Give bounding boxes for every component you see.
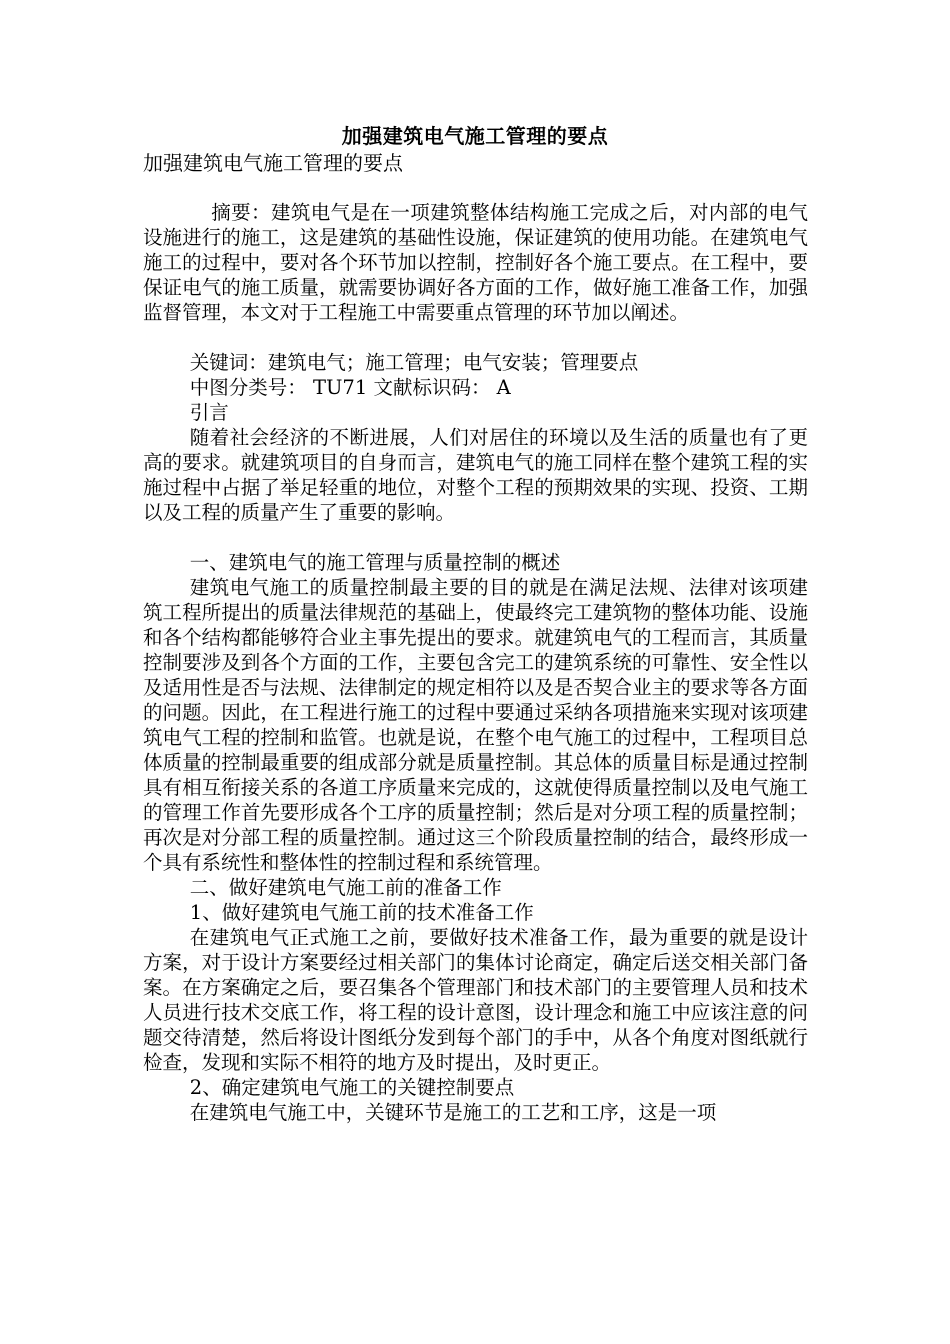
- section2-2-paragraph: 在建筑电气施工中，关键环节是施工的工艺和工序，这是一项: [189, 1101, 717, 1124]
- classification-line: 中图分类号： TU71 文献标识码： A: [189, 376, 511, 399]
- abstract-paragraph: 摘要：建筑电气是在一项建筑整体结构施工完成之后，对内部的电气设施进行的施工，这是建筑的基础性设施，保证建筑的使用功能。在建筑电气施工的过程中，要对各个环节加以控制，控制好各个施工要点。在工程中，要保证电气的施工质量，就需要协调好各方面的工作，做好施工准备工作，加强监督管理，本文对于工程施工中需要重点管理的环节加以阐述。: [143, 201, 808, 324]
- keywords-line: 关键词：建筑电气；施工管理；电气安装；管理要点: [189, 351, 639, 374]
- section1-heading: 一、建筑电气的施工管理与质量控制的概述: [189, 551, 561, 574]
- section2-1-paragraph: 在建筑电气正式施工之前，要做好技术准备工作，最为重要的就是设计方案，对于设计方案要经过相关部门的集体讨论商定，确定后送交相关部门备案。在方案确定之后，要召集各个管理部门和技术部门的主要管理人员和技术人员进行技术交底工作，将工程的设计意图，设计理念和施工中应该注意的问题交待清楚，然后将设计图纸分发到每个部门的手中，从各个角度对图纸就行检查，发现和实际不相符的地方及时提出，及时更正。: [143, 926, 808, 1074]
- section2-2-heading: 2、确定建筑电气施工的关键控制要点: [189, 1076, 515, 1099]
- intro-heading: 引言: [189, 401, 229, 424]
- document-title: 加强建筑电气施工管理的要点: [341, 124, 609, 148]
- document-body: [143, 200, 808, 1125]
- section2-heading: 二、做好建筑电气施工前的准备工作: [189, 876, 502, 899]
- section1-paragraph: 建筑电气施工的质量控制最主要的目的就是在满足法规、法律对该项建筑工程所提出的质量法律规范的基础上，使最终完工建筑物的整体功能、设施和各个结构都能够符合业主事先提出的要求。就建筑电气的工程而言，其质量控制要涉及到各个方面的工作，主要包含完工的建筑系统的可靠性、安全性以及适用性是否与法规、法律制定的规定相符以及是否契合业主的要求等各方面的问题。因此，在工程进行施工的过程中要通过采纳各项措施来实现对该项建筑电气工程的控制和监管。也就是说，在整个电气施工的过程中，工程项目总体质量的控制最重要的组成部分就是质量控制。其总体的质量目标是通过控制具有相互衔接关系的各道工序质量来完成的，这就使得质量控制以及电气施工的管理工作首先要形成各个工序的质量控制；然后是对分项工程的质量控制；再次是对分部工程的质量控制。通过这三个阶段质量控制的结合，最终形成一个具有系统性和整体性的控制过程和系统管理。: [143, 576, 808, 874]
- section2-1-heading: 1、做好建筑电气施工前的技术准备工作: [189, 901, 534, 924]
- document-subtitle: 加强建筑电气施工管理的要点: [143, 151, 403, 175]
- intro-paragraph: 随着社会经济的不断进展，人们对居住的环境以及生活的质量也有了更高的要求。就建筑项目的自身而言，建筑电气的施工同样在整个建筑工程的实施过程中占据了举足轻重的地位，对整个工程的预期效果的实现、投资、工期以及工程的质量产生了重要的影响。: [143, 426, 808, 524]
